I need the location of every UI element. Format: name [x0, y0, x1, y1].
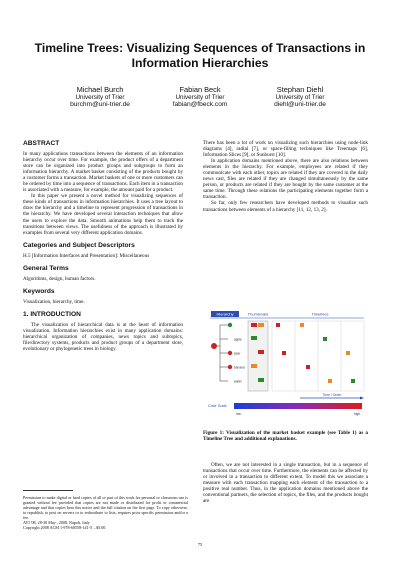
- abstract-paragraph-1: In many applications transactions between the elements of an information hierarchy occur over time. For example, the product offers of a department store can be organized into product groups and subgroups to form an information hierarchy. A market basket consisting of the products bought by a customer forms a transaction. Market baskets of one or more customers can be ordered by time into a sequence of transactions. Each item in a transaction is associated with a measure, for example, the amount paid for a product.: [23, 151, 183, 194]
- timeline-cells: [276, 323, 355, 383]
- hierarchy-label: Hierarchy: [216, 311, 234, 317]
- abstract-heading: ABSTRACT: [23, 140, 60, 147]
- introduction-paragraph-1: The visualization of hierarchical data is at the heart of information visualization. Information hierarchies exist in many application domains: hierarchical organization of companies, news topics and subtopics, file/directory systems, products and product groups of a department store, evolutionary or phylogenetic trees in biology.: [23, 321, 183, 352]
- keywords-heading: Keywords: [23, 287, 55, 295]
- author-3: Stephan Diehl University of Trier diehl@uni-trier.de: [274, 85, 326, 109]
- color-scale-label: Color Scale: [208, 404, 227, 408]
- tree-node-icon: [228, 351, 232, 355]
- categories-heading: Categories and Subject Descriptors: [23, 241, 135, 249]
- right-paragraph-1: There has been a lot of work on visualizing such hierarchies using node-link diagrams [4], radial [7], or space-filling techniques like Treemaps [6], Information Slices [9], or Sunburst [10].: [203, 140, 368, 159]
- permission-notice: Permission to make digital or hard copies of all or part of this work for personal or classroom use is granted without fee provided that copies are not made or distributed for profit or commercial advantage and that copies bear this notice and the full citation on the first page. To copy otherwise, to republish, to post on servers or to redistribute to lists, requires prior specific permission and/or a fee. AVI '08, 28-30 May , 2008, Napoli, Italy Copyright 2008 ACM 1-978-60558-141-5 ...$5.00.: [23, 495, 188, 530]
- introduction-heading: 1. INTRODUCTION: [23, 310, 81, 318]
- node-label: apple: [234, 337, 242, 342]
- time-order-label: Time / Order: [322, 393, 342, 397]
- footnote-rule: [23, 490, 73, 491]
- figure-caption: Figure 1: Visualization of the market basket example (see Table 1) as a Timeline Tree and additional explanations.: [203, 430, 368, 443]
- figure-1: [208, 311, 366, 421]
- tree-edges: [214, 325, 228, 381]
- node-label: pear: [234, 351, 241, 356]
- abstract-paragraph-2: In this paper we present a novel method for visualizing sequences of these kinds of transactions in information hierarchies. It uses a tree layout to draw the hierarchy and a timeline to represent progression of transactions in the hierarchy. We have developed several interaction techniques that allow the users to explore the data. Smooth animations help them to track the transitions between views. The usefulness of the approach is illustrated by examples from several very different application domains.: [23, 193, 183, 236]
- page-number: 75: [197, 542, 203, 547]
- color-scale-high-label: high: [353, 412, 360, 416]
- paper-title: Timeline Trees: Visualizing Sequences of Transactions in Information Hierarchies: [34, 41, 366, 70]
- right-paragraph-3: So far, only few researchers have developed methods to visualize such transactions between elements of a hierarchy [11, 12, 13, 2].: [203, 200, 368, 213]
- timelines-label: Timelines: [311, 311, 329, 317]
- author-2: Fabian Beck University of Trier fabian@fbeck.com: [172, 85, 228, 109]
- thumbnails: [248, 321, 268, 391]
- timeline-tree-figure: [208, 311, 366, 421]
- right-lower-paragraph-1: Often, we are not interested in a single transaction, but in a sequence of transactions that occur over time. Furthermore, the elements can be affected by or involved in a transaction to different extent. To model this we associate a measure with each transaction mapping each element of the transaction to a positive real number. Thus, in the application domains mentioned above the conventional partners, the selection of topics, the files, and the products bought are: [203, 462, 368, 505]
- arrow-head-icon: [360, 397, 364, 400]
- general-terms-heading: General Terms: [23, 264, 69, 272]
- root-node-icon: [211, 343, 217, 349]
- keywords-text: Visualization, hierarchy, time.: [23, 298, 85, 305]
- right-column: [203, 140, 368, 213]
- general-terms-text: Algorithms, design, human factors.: [23, 275, 96, 282]
- node-label: water: [234, 379, 242, 384]
- node-label: banana: [234, 365, 245, 370]
- left-column: [23, 140, 183, 352]
- right-column-lower: [203, 462, 368, 504]
- color-scale-low-label: low: [236, 412, 241, 416]
- categories-text: H.5 [Information Interfaces and Presentation]: Miscellaneous: [23, 252, 150, 259]
- author-1: Michael Burch University of Trier burchm@uni-trier.de: [70, 85, 130, 109]
- thumbnails-label: Thumbnails: [247, 311, 269, 317]
- right-paragraph-2: In application domains mentioned above, there are also relations between elements in the hierarchy. For example, employees are related if they communicate with each other, topics are related if they are covered in the daily news cast, files are related if they are changed simultaneously by the same person, or products are related if they are bought by the same customer at the same time. Through these relations the participating elements together form a transaction.: [203, 158, 368, 201]
- tree-node-icon: [228, 365, 232, 369]
- timeline-grid: [272, 321, 364, 391]
- tree-node-icon: [228, 323, 232, 327]
- color-scale-bar: [234, 403, 362, 409]
